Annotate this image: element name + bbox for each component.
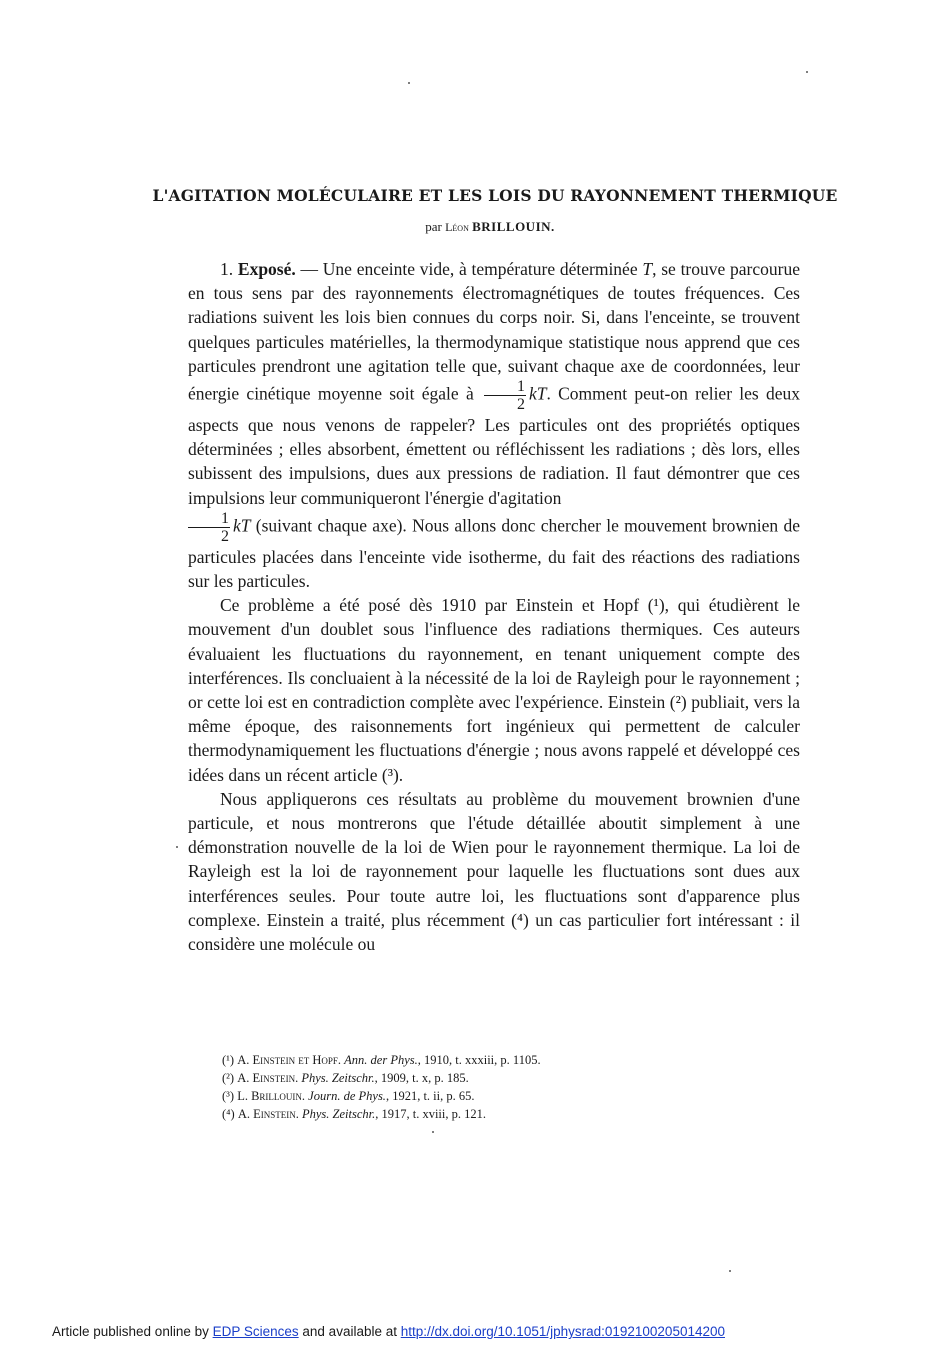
print-speck: [408, 82, 410, 84]
paragraph-plan: Nous appliquerons ces résultats au problème du mouvement brownien d'une particule, et nous montrerons que l'étude détaillée aboutit simplement à une démonstration nouvelle de la loi de Wien pour le rayonnement thermique. La loi de Rayleigh est la loi de rayonnement pour laquelle les fluctuations sont dues aux interférences seules. Pour toute autre loi, les fluctuations sont d'apparence plus complexe. Einstein a traité, plus récemment (⁴) un cas particulier fort intéressant : il considère une molécule ou: [188, 788, 800, 955]
footnote-journal: Ann. der Phys.: [344, 1053, 418, 1067]
footnote-ref: , 1909, t. x, p. 185.: [374, 1071, 469, 1085]
fraction-numerator: 1: [188, 510, 230, 528]
footnote: [222, 1069, 782, 1087]
article-title: L'AGITATION MOLÉCULAIRE ET LES LOIS DU RAYONNEMENT THERMIQUE: [152, 186, 838, 205]
footnote-author: A. Einstein et Hopf.: [237, 1053, 342, 1067]
math-T: T: [642, 259, 653, 279]
footer-prefix: Article published online by: [52, 1324, 213, 1339]
publisher-link[interactable]: EDP Sciences: [212, 1324, 299, 1339]
fraction-denominator: 2: [516, 396, 525, 414]
print-speck: [729, 1270, 731, 1272]
paragraph-expose: [188, 257, 800, 593]
footnotes: [222, 1051, 782, 1123]
print-speck: [432, 1131, 434, 1133]
paragraph-text: — Une enceinte vide, à température déterminée: [295, 259, 643, 279]
footnote-journal: Phys. Zeitschr.: [301, 1107, 376, 1121]
footnote: [222, 1051, 782, 1069]
footnote-ref: , 1921, t. ii, p. 65.: [385, 1089, 475, 1103]
print-speck: [806, 71, 808, 73]
paragraph-text: . Comment peut-on relier les deux aspects que nous venons de rappeler? Les particules ont des propriétés optiques déterminées ; elles absorbent, émettent ou réfléchissent les radiations ; dès lors, elles subissent des impulsions, dues aux pressions de radiation. Il faut démontrer que ces impulsions leur communiqueront l'énergie d'agitation: [188, 383, 800, 508]
footnote: [222, 1105, 782, 1123]
footnote: [222, 1087, 782, 1105]
footnote-journal: Phys. Zeitschr.: [301, 1071, 375, 1085]
footnote-ref: , 1917, t. xviii, p. 121.: [375, 1107, 487, 1121]
print-speck: [176, 846, 178, 848]
author-last-name: BRILLOUIN.: [472, 219, 555, 234]
footer-middle: and available at: [298, 1324, 401, 1339]
footnote-mark: (⁴): [222, 1107, 235, 1121]
footnote-ref: , 1910, t. xxxiii, p. 1105.: [417, 1053, 541, 1067]
fraction-denominator: 2: [221, 527, 229, 545]
article-body: [188, 257, 800, 956]
author-prefix: par: [425, 219, 442, 234]
paragraph-text: , se trouve parcourue en tous sens par des rayonnements électromagnétiques de toutes fréquences. Ces radiations suivent les lois bien connues du corps noir. Si, dans l'enceinte, se trouvent quelques particules matérielles, la thermodynamique statistique nous apprend que ces particules prendront une agitation telle que, suivant chaque axe de coordonnées, leur énergie cinétique moyenne soit égale à: [188, 259, 800, 404]
doi-link[interactable]: http://dx.doi.org/10.1051/jphysrad:0192100205014200: [400, 1324, 725, 1339]
footnote-author: A. Einstein.: [237, 1071, 299, 1085]
fraction-one-half: [484, 378, 526, 413]
footnote-author: A. Einstein.: [237, 1107, 299, 1121]
publication-footer: [52, 1324, 725, 1339]
fraction-numerator: 1: [484, 378, 526, 396]
author-line: [0, 219, 930, 235]
footnote-mark: (²): [222, 1071, 235, 1085]
paragraph-history: Ce problème a été posé dès 1910 par Einstein et Hopf (¹), qui étudièrent le mouvement d'un doublet sous l'influence des radiations thermiques. Ces auteurs évaluaient les fluctuations du rayonnement, en tenant uniquement compte des interférences. Ils concluaient à la nécessité de la loi de Rayleigh pour le rayonnement ; or cette loi est en contradiction complète avec l'expérience. Einstein (²) publiait, vers la même époque, des raisonnements fort ingénieux qui permettent de calculer thermodynamiquement les fluctuations d'énergie ; nous avons rappelé et développé ces idées dans un récent article (³).: [188, 595, 800, 785]
footnote-author: L. Brillouin.: [237, 1089, 306, 1103]
author-first-name: Léon: [445, 220, 469, 234]
footnote-mark: (³): [222, 1089, 235, 1103]
paragraph-text: (suivant chaque axe). Nous allons donc chercher le mouvement brownien de particules placées dans l'enceinte vide isotherme, du fait des réactions des radiations sur les particules.: [188, 515, 800, 592]
math-kT: kT: [233, 515, 251, 536]
section-heading: Exposé.: [237, 259, 296, 279]
math-kT: kT: [528, 383, 547, 404]
fraction-one-half: [188, 510, 230, 545]
footnote-mark: (¹): [222, 1053, 235, 1067]
footnote-journal: Journ. de Phys.: [308, 1089, 386, 1103]
section-number: 1.: [220, 259, 234, 279]
